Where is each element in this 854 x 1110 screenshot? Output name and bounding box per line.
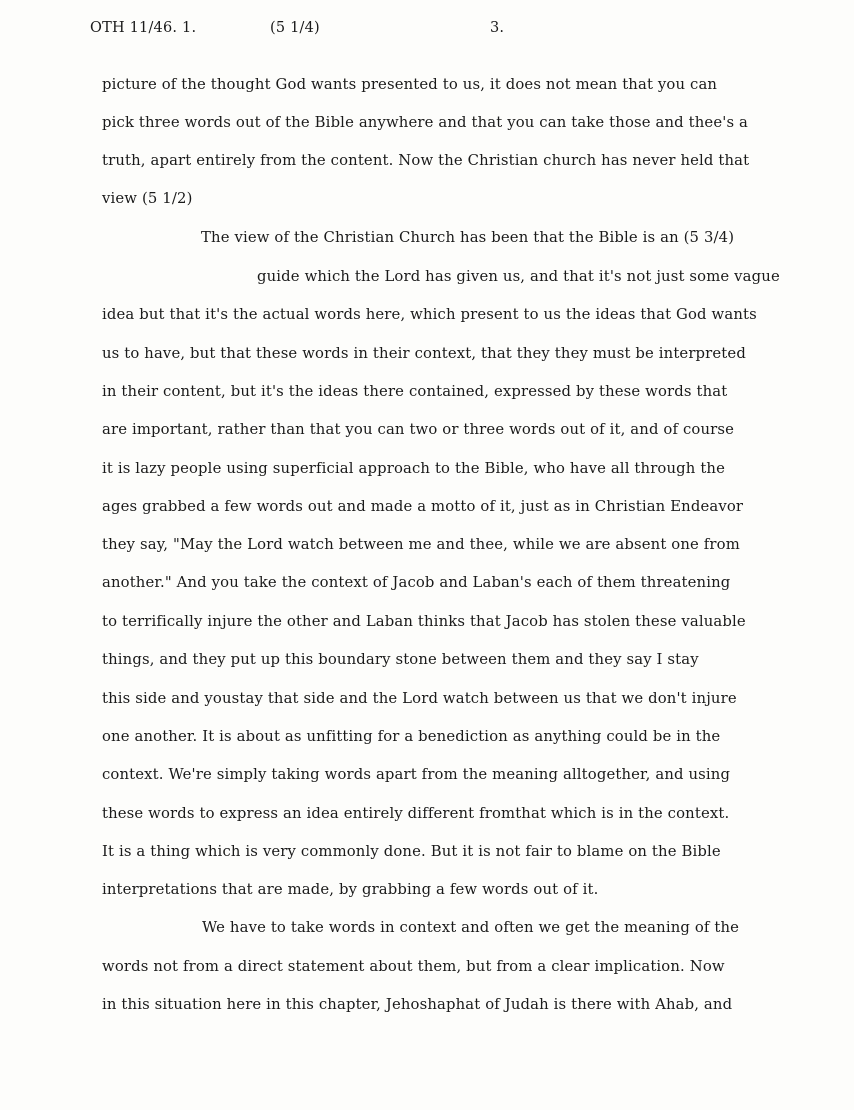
text-line: The view of the Christian Church has been that the Bible is an (5 3/4) [201,229,735,246]
text-line: in their content, but it's the ideas there contained, expressed by these words that [102,383,728,400]
page-number: 3. [490,20,505,36]
text-line: they say, "May the Lord watch between me and thee, while we are absent one from [102,536,740,553]
text-line: ages grabbed a few words out and made a motto of it, just as in Christian Endeavor [102,498,744,515]
text-line: these words to express an idea entirely different fromthat which is in the context. [102,805,730,822]
text-line: idea but that it's the actual words here, which present to us the ideas that God wants [102,306,757,323]
text-line: It is a thing which is very commonly done. But it is not fair to blame on the Bible [102,843,721,860]
text-line: in this situation here in this chapter, Jehoshaphat of Judah is there with Ahab, and [102,996,733,1013]
text-line: context. We're simply taking words apart from the meaning alltogether, and using [102,766,731,783]
text-line: this side and youstay that side and the Lord watch between us that we don't injure [102,690,737,707]
text-line: words not from a direct statement about them, but from a clear implication. Now [102,958,725,975]
text-line: view (5 1/2) [102,190,193,207]
text-line: picture of the thought God wants presented to us, it does not mean that you can [102,76,718,93]
text-line: us to have, but that these words in their context, that they they must be interpreted [102,345,746,362]
text-line: interpretations that are made, by grabbing a few words out of it. [102,881,599,898]
document-reference: OTH 11/46. 1. [90,20,197,36]
text-line: things, and they put up this boundary stone between them and they say I stay [102,651,699,668]
text-line: are important, rather than that you can two or three words out of it, and of course [102,421,735,438]
text-line: pick three words out of the Bible anywhere and that you can take those and thee's a [102,114,749,131]
text-line: guide which the Lord has given us, and that it's not just some vague [257,268,780,285]
text-line: We have to take words in context and often we get the meaning of the [202,919,740,936]
tape-time-marker: (5 1/4) [270,20,320,36]
text-line: to terrifically injure the other and Laban thinks that Jacob has stolen these valuable [102,613,746,630]
text-line: another." And you take the context of Jacob and Laban's each of them threatening [102,574,731,591]
text-line: truth, apart entirely from the content. Now the Christian church has never held that [102,152,750,169]
text-line: it is lazy people using superficial approach to the Bible, who have all through the [102,460,726,477]
text-line: one another. It is about as unfitting for a benediction as anything could be in the [102,728,721,745]
